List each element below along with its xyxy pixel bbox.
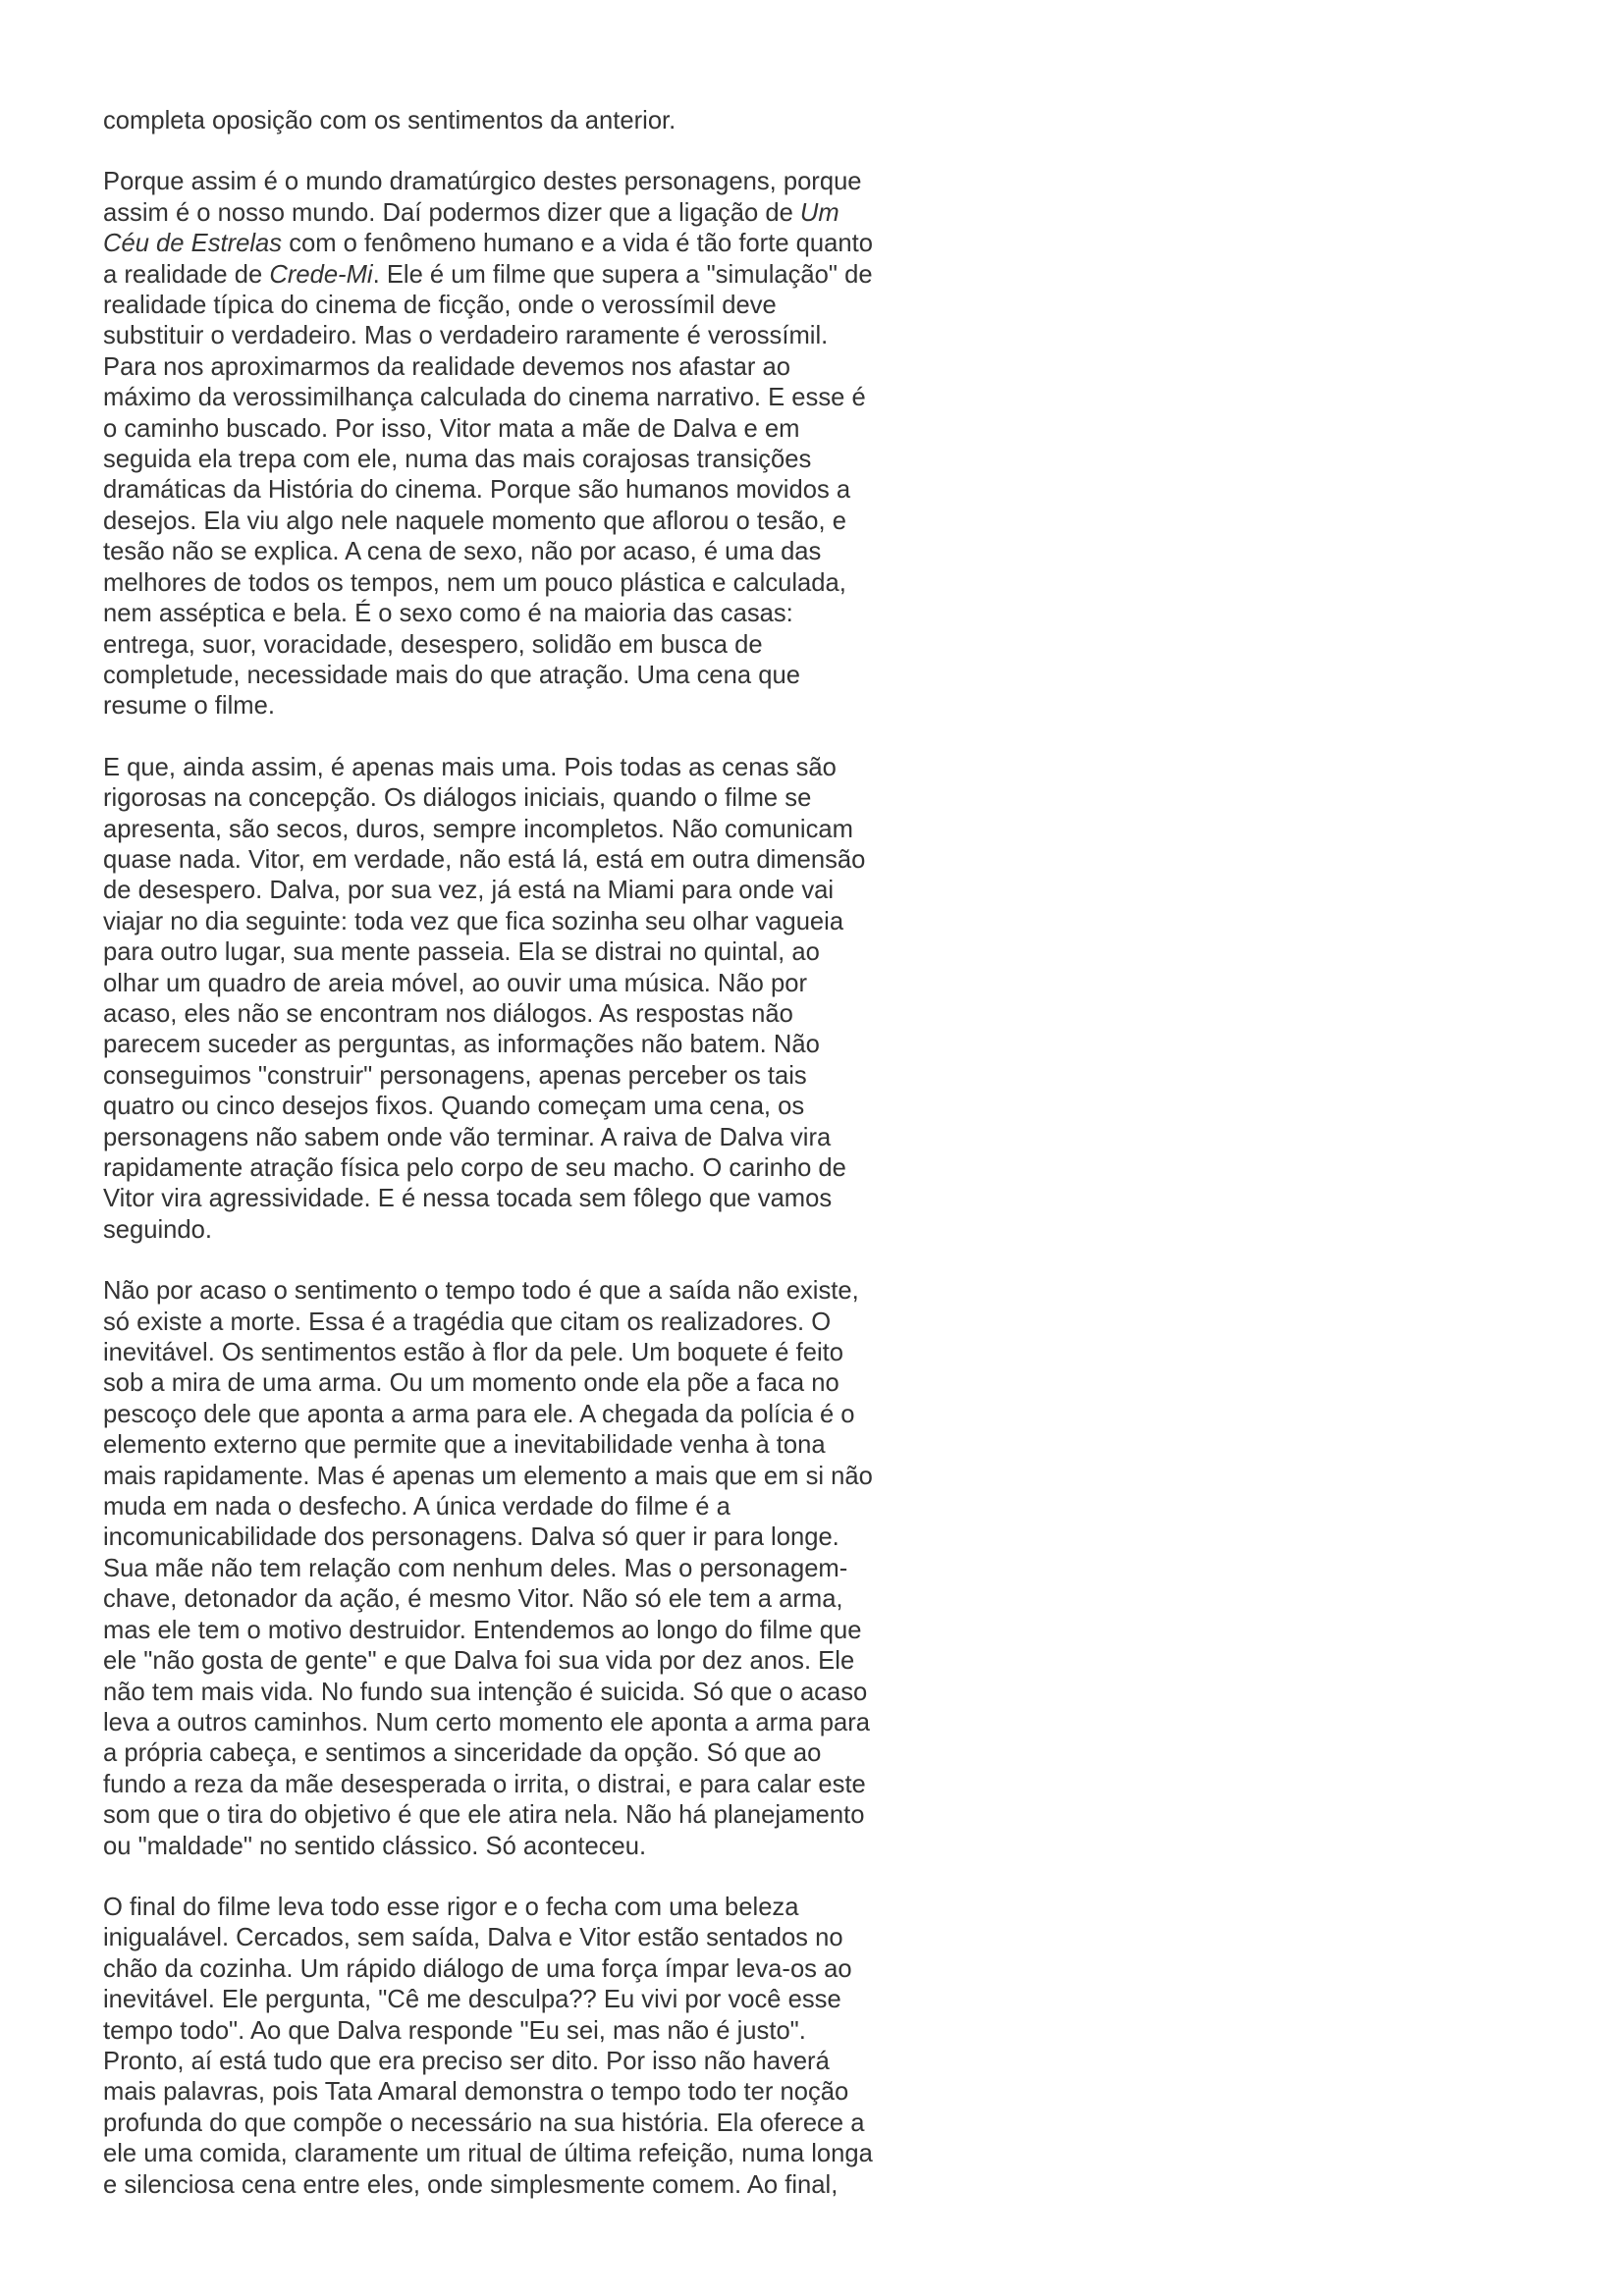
text-line: dramáticas da História do cinema. Porque são humanos movidos a: [103, 476, 851, 505]
text-line: realidade típica do cinema de ficção, onde o verossímil deve: [103, 292, 777, 320]
text-line: o caminho buscado. Por isso, Vitor mata a mãe de Dalva e em: [103, 414, 800, 443]
text-line: quase nada. Vitor, em verdade, não está lá, está em outra dimensão: [103, 845, 866, 874]
text-line: nem asséptica e bela. É o sexo como é na maioria das casas:: [103, 600, 793, 628]
text-line: Sua mãe não tem relação com nenhum deles. Mas o personagem-: [103, 1554, 848, 1582]
text-segment: com o fenômeno humano e a vida é tão forte quanto: [282, 230, 873, 258]
text-line: incomunicabilidade dos personagens. Dalva só quer ir para longe.: [103, 1523, 839, 1552]
text-line: leva a outros caminhos. Num certo momento ele aponta a arma para: [103, 1708, 871, 1736]
text-segment: a realidade de: [103, 260, 270, 289]
article-text: [103, 106, 938, 2231]
paragraph-5: [103, 1893, 938, 2201]
text-line: entrega, suor, voracidade, desespero, solidão em busca de: [103, 630, 763, 659]
text-line: Para nos aproximarmos da realidade devemos nos afastar ao: [103, 352, 790, 381]
text-line: inigualável. Cercados, sem saída, Dalva e Vitor estão sentados no: [103, 1924, 843, 1952]
text-line: mais rapidamente. Mas é apenas um elemento a mais que em si não: [103, 1462, 873, 1490]
text-line: mais palavras, pois Tata Amaral demonstra o tempo todo ter noção: [103, 2078, 849, 2107]
text-line: tempo todo". Ao que Dalva responde "Eu sei, mas não é justo".: [103, 2016, 806, 2045]
text-line: O final do filme leva todo esse rigor e o fecha com uma beleza: [103, 1893, 799, 1921]
text-line: seguindo.: [103, 1215, 212, 1244]
text-line: personagens não sabem onde vão terminar. A raiva de Dalva vira: [103, 1123, 832, 1151]
text-line: desejos. Ela viu algo nele naquele momento que aflorou o tesão, e: [103, 507, 846, 535]
text-line: som que o tira do objetivo é que ele atira nela. Não há planejamento: [103, 1801, 865, 1830]
text-line: [103, 198, 938, 229]
text-line: chave, detonador da ação, é mesmo Vitor. Não só ele tem a arma,: [103, 1585, 843, 1614]
text-line: e silenciosa cena entre eles, onde simplesmente comem. Ao final,: [103, 2170, 839, 2199]
film-title-italic: Crede-Mi: [269, 260, 373, 289]
text-line: ou "maldade" no sentido clássico. Só aconteceu.: [103, 1832, 647, 1860]
paragraph-4: [103, 1276, 938, 1862]
text-line: [103, 260, 938, 291]
text-line: inevitável. Os sentimentos estão à flor da pele. Um boquete é feito: [103, 1339, 844, 1367]
text-line: muda em nada o desfecho. A única verdade do filme é a: [103, 1493, 730, 1522]
text-line: Pronto, aí está tudo que era preciso ser dito. Por isso não haverá: [103, 2047, 830, 2075]
text-line: substituir o verdadeiro. Mas o verdadeiro raramente é verossímil.: [103, 322, 829, 350]
text-line: ele "não gosta de gente" e que Dalva foi sua vida por dez anos. Ele: [103, 1647, 855, 1676]
text-line: quatro ou cinco desejos fixos. Quando começam uma cena, os: [103, 1093, 805, 1121]
text-line: acaso, eles não se encontram nos diálogos. As respostas não: [103, 999, 793, 1028]
text-line: só existe a morte. Essa é a tragédia que citam os realizadores. O: [103, 1308, 832, 1336]
paragraph-1: [103, 106, 938, 136]
text-line: [103, 229, 938, 259]
text-line: resume o filme.: [103, 692, 275, 721]
text-line: Vitor vira agressividade. E é nessa tocada sem fôlego que vamos: [103, 1185, 833, 1213]
text-line: ele uma comida, claramente um ritual de última refeição, numa longa: [103, 2140, 873, 2168]
text-line: olhar um quadro de areia móvel, ao ouvir uma música. Não por: [103, 969, 807, 997]
text-line: viajar no dia seguinte: toda vez que fica sozinha seu olhar vagueia: [103, 907, 844, 935]
text-line: Porque assim é o mundo dramatúrgico destes personagens, porque: [103, 168, 862, 196]
text-line: chão da cozinha. Um rápido diálogo de uma força ímpar leva-os ao: [103, 1954, 852, 1983]
text-line: rigorosas na concepção. Os diálogos iniciais, quando o filme se: [103, 784, 812, 813]
paragraph-3: [103, 753, 938, 1247]
text-line: profunda do que compõe o necessário na sua história. Ela oferece a: [103, 2109, 865, 2137]
film-title-italic: Um: [799, 198, 839, 227]
text-line: seguida ela trepa com ele, numa das mais corajosas transições: [103, 446, 812, 474]
text-line: inevitável. Ele pergunta, "Cê me desculpa?? Eu vivi por você esse: [103, 1986, 841, 2014]
text-line: pescoço dele que aponta a arma para ele. A chegada da polícia é o: [103, 1400, 855, 1428]
text-line: completude, necessidade mais do que atração. Uma cena que: [103, 661, 800, 689]
text-line: fundo a reza da mãe desesperada o irrita, o distrai, e para calar este: [103, 1770, 866, 1798]
text-segment: . Ele é um filme que supera a "simulação" de: [372, 260, 873, 289]
text-line: completa oposição com os sentimentos da anterior.: [103, 107, 676, 134]
text-line: Não por acaso o sentimento o tempo todo é que a saída não existe,: [103, 1277, 859, 1306]
text-segment: assim é o nosso mundo. Daí podermos dizer que a ligação de: [103, 198, 800, 227]
text-line: tesão não se explica. A cena de sexo, não por acaso, é uma das: [103, 538, 822, 566]
text-line: conseguimos "construir" personagens, apenas perceber os tais: [103, 1061, 807, 1090]
text-line: apresenta, são secos, duros, sempre incompletos. Não comunicam: [103, 815, 853, 843]
text-line: de desespero. Dalva, por sua vez, já está na Miami para onde vai: [103, 877, 835, 905]
film-title-italic: Céu de Estrelas: [103, 230, 283, 258]
text-line: melhores de todos os tempos, nem um pouco plástica e calculada,: [103, 568, 846, 597]
text-line: E que, ainda assim, é apenas mais uma. Pois todas as cenas são: [103, 753, 837, 781]
paragraph-2: [103, 167, 938, 721]
text-line: elemento externo que permite que a inevitabilidade venha à tona: [103, 1431, 826, 1460]
text-line: para outro lugar, sua mente passeia. Ela se distrai no quintal, ao: [103, 938, 820, 967]
text-line: máximo da verossimilhança calculada do cinema narrativo. E esse é: [103, 384, 866, 412]
text-line: a própria cabeça, e sentimos a sinceridade da opção. Só que ao: [103, 1739, 822, 1768]
text-line: rapidamente atração física pelo corpo de seu macho. O carinho de: [103, 1154, 846, 1182]
text-line: mas ele tem o motivo destruidor. Entendemos ao longo do filme que: [103, 1616, 862, 1644]
text-line: não tem mais vida. No fundo sua intenção é suicida. Só que o acaso: [103, 1678, 868, 1706]
text-line: sob a mira de uma arma. Ou um momento onde ela põe a faca no: [103, 1369, 839, 1398]
text-line: parecem suceder as perguntas, as informações não batem. Não: [103, 1031, 820, 1059]
